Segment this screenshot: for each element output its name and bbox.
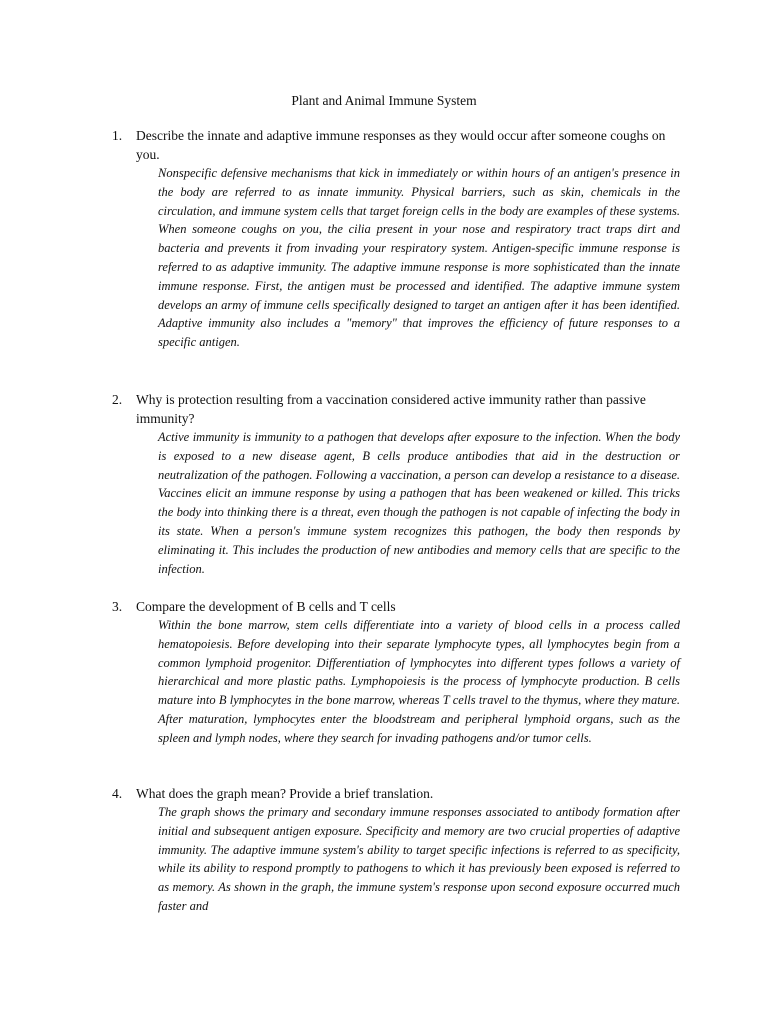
question-prompt: What does the graph mean? Provide a brief translation. [136,786,434,801]
question-number: 3. [112,599,123,614]
question-item [112,390,680,578]
question-answer: Nonspecific defensive mechanisms that kick in immediately or within hours of an antigen's presence in the body are referred to as innate immunity. Physical barriers, such as skin, chemicals in the circulation, and immune system cells that target foreign cells in the body are examples of these systems. When someone coughs on you, the cilia present in your nose and respiratory tract traps dirt and bacteria and prevents it from invading your respiratory system. Antigen-specific immune response is referred to as adaptive immunity. The adaptive immune response is more sophisticated than the innate immune response. First, the antigen must be processed and identified. The adaptive immune system develops an army of immune cells specifically designed to target an antigen after it has been identified. Adaptive immunity also includes a "memory" that improves the efficiency of future responses to a specific antigen. [158,166,680,350]
question-answer: Within the bone marrow, stem cells differentiate into a variety of blood cells in a process called hematopoiesis. Before developing into their separate lymphocyte types, all lymphocytes begin from a common lymphoid progenitor. Differentiation of lymphocytes into different types follows a variety of hierarchical and more plastic paths. Lymphopoiesis is the process of lymphocyte production. B cells mature into B lymphocytes in the bone marrow, whereas T cells travel to the thymus, where they mature. After maturation, lymphocytes enter the bloodstream and peripheral lymphoid organs, such as the spleen and lymph nodes, where they search for invading pathogens and/or tumor cells. [158,618,680,745]
document-title: Plant and Animal Immune System [291,93,477,108]
question-prompt: Compare the development of B cells and T cells [136,599,396,614]
question-number: 1. [112,128,123,143]
question-prompt: Why is protection resulting from a vaccination considered active immunity rather than passive immunity? [136,392,646,426]
question-item [112,597,680,748]
question-item [112,126,680,352]
question-item [112,784,680,916]
question-prompt: Describe the innate and adaptive immune responses as they would occur after someone coughs on you. [136,128,666,162]
question-number: 4. [112,786,123,801]
question-number: 2. [112,392,123,407]
question-answer: Active immunity is immunity to a pathogen that develops after exposure to the infection. When the body is exposed to a new disease agent, B cells produce antibodies that aid in the destruction or neutralization of the pathogen. Following a vaccination, a person can develop a resistance to a disease. Vaccines elicit an immune response by using a pathogen that has been weakened or killed. This tricks the body into thinking there is a threat, even though the pathogen is not capable of infecting the body in its state. When a person's immune system recognizes this pathogen, the body then responds by eliminating it. This includes the production of new antibodies and memory cells that are specific to the infection. [158,430,680,576]
question-answer: The graph shows the primary and secondary immune responses associated to antibody formation after initial and subsequent antigen exposure. Specificity and memory are two crucial properties of adaptive immunity. The adaptive immune system's ability to target specific infections is referred to as specificity, while its ability to respond promptly to pathogens to which it has previously been exposed is referred to as memory. As shown in the graph, the immune system's response upon second exposure occurred much faster and [158,805,680,913]
